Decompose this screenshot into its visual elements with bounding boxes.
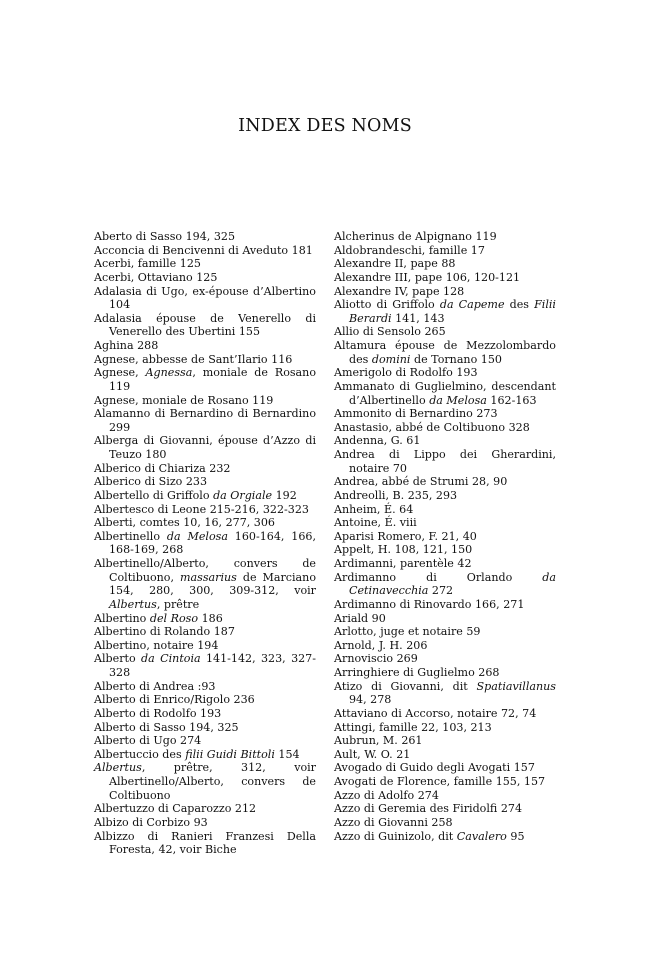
index-entry: Avogati de Florence, famille 155, 157: [334, 775, 546, 788]
index-entry: Azzo di Geremia des Firidolfi 274: [334, 802, 522, 816]
index-entry: Adalasia di Ugo, ex-épouse d’Albertino 104: [94, 284, 316, 312]
index-column-left: [94, 230, 316, 857]
index-entry: Albertino, notaire 194: [94, 638, 219, 652]
index-entry: Ardimanno di Rinovardo 166, 271: [334, 597, 525, 611]
index-entry: Azzo di Giovanni 258: [334, 815, 453, 829]
index-entry: Alberico di Chiariza 232: [94, 461, 231, 475]
index-entry: Alberto di Rodolfo 193: [94, 706, 222, 720]
index-entry: Arlotto, juge et notaire 59: [334, 625, 481, 639]
index-entry: Attaviano di Accorso, notaire 72, 74: [334, 706, 537, 720]
index-entry: Allio di Sensolo 265: [334, 325, 446, 339]
index-entry: Ardimanni, parentèle 42: [334, 557, 472, 570]
index-entry: Albertesco di Leone 215-216, 322-323: [94, 502, 309, 516]
index-entry: Atizo di Giovanni, dit Spatiavillanus 94, 278: [334, 679, 556, 707]
index-entry: Andreolli, B. 235, 293: [334, 488, 458, 502]
index-entry: Alberti, comtes 10, 16, 277, 306: [94, 516, 275, 530]
index-entry: Appelt, H. 108, 121, 150: [334, 543, 473, 557]
index-entry: Amerigolo di Rodolfo 193: [334, 366, 478, 380]
index-entry: Ault, W. O. 21: [334, 747, 411, 761]
index-entry: Ariald 90: [334, 611, 386, 625]
index-entry: Albertino di Rolando 187: [94, 625, 235, 639]
page-title: INDEX DES NOMS: [238, 116, 412, 136]
index-entry: Aldobrandeschi, famille 17: [334, 243, 485, 257]
index-entry: Agnese, Agnessa, moniale de Rosano 119: [94, 366, 316, 393]
index-entry: Alexandre II, pape 88: [334, 257, 456, 271]
index-entry: Alberico di Sizo 233: [94, 475, 208, 489]
index-entry: Andenna, G. 61: [334, 434, 421, 448]
index-entry: Alberto di Andrea :93: [94, 679, 216, 693]
index-entry: Andrea, abbé de Strumi 28, 90: [334, 475, 508, 489]
index-entry: Alberto di Enrico/Rigolo 236: [94, 693, 255, 707]
index-entry: Attingi, famille 22, 103, 213: [334, 720, 492, 734]
index-entry: Antoine, É. viii: [334, 516, 417, 530]
index-entry: Aubrun, M. 261: [334, 734, 423, 748]
index-entry: Arringhiere di Guglielmo 268: [334, 666, 500, 679]
index-entry: Azzo di Guinizolo, dit Cavalero 95: [334, 829, 525, 843]
index-entry: Albertinello da Melosa 160-164, 166, 168-169, 268: [94, 529, 316, 557]
index-entry: Alberto di Sasso 194, 325: [94, 720, 239, 734]
index-entry: Arnold, J. H. 206: [334, 638, 428, 652]
index-entry: Albertuccio des filii Guidi Bittoli 154: [94, 747, 300, 761]
index-entry: Adalasia épouse de Venerello di Venerello des Ubertini 155: [94, 311, 316, 339]
index-column-right: [334, 230, 556, 843]
index-entry: Albertus, prêtre, 312, voir Albertinello/Alberto, convers de Coltibuono: [94, 761, 316, 802]
index-entry: Acerbi, famille 125: [94, 257, 201, 271]
index-entry: Alexandre IV, pape 128: [334, 284, 465, 298]
index-entry: Alexandre III, pape 106, 120-121: [334, 270, 521, 284]
index-entry: Albizo di Corbizo 93: [94, 815, 208, 829]
index-entry: Alberga di Giovanni, épouse d’Azzo di Teuzo 180: [94, 434, 316, 461]
index-entry: Alamanno di Bernardino di Bernardino 299: [94, 407, 316, 434]
index-entry: Ammonito di Bernardino 273: [334, 407, 498, 421]
index-entry: Agnese, abbesse de Sant’Ilario 116: [94, 352, 293, 366]
index-entry: Aghina 288: [94, 339, 159, 352]
index-entry: Aliotto di Griffolo da Capeme des Filii Berardi 141, 143: [334, 298, 556, 325]
index-entry: Acconcia di Bencivenni di Aveduto 181: [94, 243, 313, 257]
index-entry: Anastasio, abbé de Coltibuono 328: [334, 420, 530, 434]
index-entry: Ammanato di Guglielmino, descendant d’Albertinello da Melosa 162-163: [334, 379, 556, 407]
index-entry: Acerbi, Ottaviano 125: [94, 270, 218, 284]
index-entry: Albizzo di Ranieri Franzesi Della Foresta, 42, voir Biche: [94, 829, 316, 857]
index-entry: Arnoviscio 269: [334, 652, 418, 666]
index-entry: Albertinello/Alberto, convers de Coltibuono, massarius de Marciano 154, 280, 300, 309-312, voir Albertus, prêtre: [94, 557, 316, 611]
index-entry: Aberto di Sasso 194, 325: [94, 230, 236, 243]
index-entry: Aparisi Romero, F. 21, 40: [334, 529, 477, 543]
index-entry: Altamura épouse de Mezzolombardo des domini de Tornano 150: [334, 339, 556, 366]
index-entry: Alberto di Ugo 274: [94, 734, 202, 748]
index-entry: Albertuzzo di Caparozzo 212: [94, 802, 257, 816]
index-entry: Azzo di Adolfo 274: [334, 788, 439, 802]
index-entry: Alberto da Cintoia 141-142, 323, 327-328: [94, 652, 316, 679]
index-entry: Albertello di Griffolo da Orgiale 192: [94, 488, 297, 502]
index-entry: Avogado di Guido degli Avogati 157: [334, 761, 535, 775]
index-entry: Ardimanno di Orlando da Cetinavecchia 272: [334, 570, 556, 598]
index-entry: Anheim, É. 64: [334, 502, 414, 516]
index-entry: Andrea di Lippo dei Gherardini, notaire 70: [334, 448, 556, 475]
index-entry: Agnese, moniale de Rosano 119: [94, 393, 274, 407]
index-entry: Albertino del Roso 186: [94, 611, 223, 625]
index-entry: Alcherinus de Alpignano 119: [334, 230, 497, 243]
